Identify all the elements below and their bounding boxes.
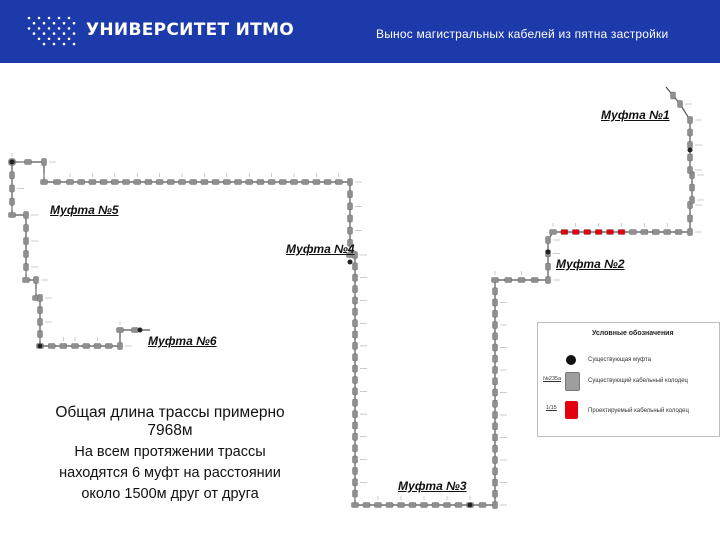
logo-dot bbox=[68, 27, 71, 30]
existing-well bbox=[493, 412, 498, 419]
existing-well bbox=[352, 503, 359, 508]
existing-well bbox=[34, 277, 39, 284]
coupling-marker bbox=[10, 160, 15, 165]
existing-well bbox=[25, 160, 32, 165]
existing-well bbox=[9, 213, 16, 218]
logo-dot bbox=[43, 32, 46, 35]
projected-well bbox=[607, 230, 614, 235]
existing-coupling-symbol bbox=[566, 355, 576, 365]
existing-well bbox=[493, 344, 498, 351]
existing-well bbox=[24, 212, 29, 219]
existing-well bbox=[353, 263, 358, 270]
existing-well bbox=[493, 322, 498, 329]
existing-well bbox=[493, 288, 498, 295]
existing-well bbox=[363, 503, 370, 508]
existing-well bbox=[24, 225, 29, 232]
logo-dot bbox=[73, 43, 76, 46]
existing-well bbox=[41, 180, 48, 185]
coupling-label-5: Муфта №5 bbox=[50, 203, 119, 217]
existing-well bbox=[375, 503, 382, 508]
logo-dot bbox=[38, 27, 41, 30]
existing-well bbox=[353, 467, 358, 474]
existing-well bbox=[353, 274, 358, 281]
existing-well bbox=[671, 92, 676, 99]
existing-well bbox=[268, 180, 275, 185]
existing-well bbox=[83, 344, 90, 349]
existing-well bbox=[10, 198, 15, 205]
existing-well bbox=[492, 278, 499, 283]
existing-well bbox=[675, 230, 682, 235]
existing-well bbox=[24, 238, 29, 245]
existing-well bbox=[493, 434, 498, 441]
existing-well bbox=[246, 180, 253, 185]
logo-dot bbox=[58, 27, 61, 30]
existing-well bbox=[688, 154, 693, 161]
existing-well bbox=[688, 117, 693, 124]
existing-well bbox=[348, 179, 353, 186]
existing-well bbox=[10, 185, 15, 192]
coupling-label-6: Муфта №6 bbox=[148, 334, 217, 348]
existing-well bbox=[386, 503, 393, 508]
existing-well bbox=[23, 278, 30, 283]
existing-well bbox=[24, 264, 29, 271]
existing-well bbox=[111, 180, 118, 185]
existing-well bbox=[10, 172, 15, 179]
existing-well bbox=[550, 230, 557, 235]
existing-well bbox=[493, 457, 498, 464]
existing-well bbox=[688, 215, 693, 222]
coupling-marker bbox=[468, 503, 473, 508]
existing-well bbox=[123, 180, 130, 185]
logo-dot bbox=[63, 22, 66, 25]
existing-well bbox=[493, 310, 498, 317]
existing-well bbox=[353, 422, 358, 429]
existing-well bbox=[353, 365, 358, 372]
existing-well bbox=[629, 230, 636, 235]
existing-well bbox=[38, 331, 43, 338]
coupling-marker bbox=[38, 344, 43, 349]
existing-well bbox=[479, 503, 486, 508]
existing-well bbox=[421, 503, 428, 508]
logo-dot bbox=[53, 43, 56, 46]
existing-well bbox=[398, 503, 405, 508]
existing-well bbox=[353, 354, 358, 361]
header-bar bbox=[0, 0, 720, 63]
coupling-label-2: Муфта №2 bbox=[556, 257, 625, 271]
existing-well bbox=[353, 433, 358, 440]
logo-dot bbox=[53, 32, 56, 35]
existing-well bbox=[348, 215, 353, 222]
coupling-label-1: Муфта №1 bbox=[601, 108, 670, 122]
logo-dot bbox=[53, 22, 56, 25]
existing-well bbox=[353, 411, 358, 418]
logo-dot bbox=[73, 22, 76, 25]
coupling-label-4: Муфта №4 bbox=[286, 242, 355, 256]
existing-well bbox=[688, 129, 693, 136]
existing-well bbox=[201, 180, 208, 185]
existing-well bbox=[455, 503, 462, 508]
existing-well bbox=[38, 307, 43, 314]
logo-dot bbox=[48, 17, 51, 20]
logo-dot bbox=[68, 17, 71, 20]
existing-well bbox=[156, 180, 163, 185]
coupling-marker bbox=[688, 148, 693, 153]
existing-well bbox=[72, 344, 79, 349]
legend-item-label: Проектируемый кабельный колодец bbox=[588, 408, 689, 414]
existing-well bbox=[690, 184, 695, 191]
projected-well bbox=[595, 230, 602, 235]
existing-well bbox=[94, 344, 101, 349]
description-text: На всем протяжении трассы находятся 6 муфт на расстоянии около 1500м друг от друга bbox=[59, 444, 281, 502]
existing-well bbox=[223, 180, 230, 185]
projected-well-symbol bbox=[565, 401, 578, 419]
total-length-text: Общая длина трассы примерно 7968м bbox=[55, 404, 285, 439]
existing-well bbox=[212, 180, 219, 185]
existing-well bbox=[493, 367, 498, 374]
existing-well bbox=[279, 180, 286, 185]
existing-well bbox=[353, 388, 358, 395]
slide-title: Вынос магистральных кабелей из пятна застройки bbox=[376, 27, 669, 41]
existing-well bbox=[353, 297, 358, 304]
existing-well bbox=[48, 344, 55, 349]
existing-well bbox=[493, 333, 498, 340]
existing-well bbox=[493, 378, 498, 385]
existing-well bbox=[24, 251, 29, 258]
existing-well bbox=[42, 159, 47, 166]
existing-well bbox=[688, 167, 693, 174]
existing-well bbox=[353, 342, 358, 349]
logo-dot bbox=[43, 22, 46, 25]
projected-well bbox=[572, 230, 579, 235]
existing-well bbox=[145, 180, 152, 185]
existing-well bbox=[432, 503, 439, 508]
existing-well bbox=[546, 263, 551, 270]
projected-well bbox=[584, 230, 591, 235]
existing-well bbox=[38, 319, 43, 326]
existing-well bbox=[493, 490, 498, 497]
coupling-marker bbox=[348, 260, 353, 265]
existing-well bbox=[688, 229, 693, 236]
existing-well bbox=[324, 180, 331, 185]
logo-dot bbox=[33, 32, 36, 35]
existing-well bbox=[313, 180, 320, 185]
existing-well bbox=[118, 343, 123, 350]
existing-well bbox=[493, 479, 498, 486]
existing-well bbox=[641, 230, 648, 235]
existing-well bbox=[100, 180, 107, 185]
existing-well bbox=[190, 180, 197, 185]
existing-well bbox=[493, 445, 498, 452]
projected-well bbox=[618, 230, 625, 235]
logo-dot bbox=[38, 38, 41, 41]
existing-well bbox=[531, 278, 538, 283]
logo-dot bbox=[33, 22, 36, 25]
existing-well bbox=[493, 468, 498, 475]
existing-well bbox=[235, 180, 242, 185]
existing-well bbox=[546, 277, 551, 284]
existing-well bbox=[257, 180, 264, 185]
existing-well bbox=[493, 400, 498, 407]
logo-text: УНИВЕРСИТЕТ ИТМО bbox=[86, 20, 295, 40]
existing-well bbox=[493, 299, 498, 306]
existing-well bbox=[54, 180, 61, 185]
existing-well bbox=[78, 180, 85, 185]
logo-dot bbox=[48, 27, 51, 30]
existing-well bbox=[38, 295, 43, 302]
logo-dot bbox=[58, 17, 61, 20]
existing-well bbox=[353, 399, 358, 406]
existing-well bbox=[546, 237, 551, 244]
coupling-marker bbox=[138, 328, 143, 333]
existing-well bbox=[179, 180, 186, 185]
route-segment bbox=[12, 162, 150, 346]
existing-well-symbol bbox=[565, 372, 580, 391]
existing-well bbox=[353, 445, 358, 452]
legend-item-label: Существующая муфта bbox=[588, 357, 651, 363]
existing-well bbox=[132, 328, 139, 333]
existing-well bbox=[105, 344, 112, 349]
existing-well bbox=[353, 377, 358, 384]
existing-well bbox=[291, 180, 298, 185]
existing-well bbox=[518, 278, 525, 283]
existing-well bbox=[493, 389, 498, 396]
legend-title: Условные обозначения bbox=[592, 330, 674, 337]
legend-box bbox=[537, 322, 720, 437]
existing-well bbox=[348, 203, 353, 210]
legend-item-code: 1/15 bbox=[546, 405, 557, 411]
existing-well bbox=[89, 180, 96, 185]
existing-well bbox=[348, 227, 353, 234]
existing-well bbox=[134, 180, 141, 185]
existing-well bbox=[348, 191, 353, 198]
logo-dot bbox=[68, 38, 71, 41]
existing-well bbox=[302, 180, 309, 185]
existing-well bbox=[353, 331, 358, 338]
coupling-marker bbox=[546, 250, 551, 255]
existing-well bbox=[493, 423, 498, 430]
existing-well bbox=[335, 180, 342, 185]
logo-dot bbox=[28, 17, 31, 20]
logo-dot bbox=[28, 27, 31, 30]
existing-well bbox=[117, 328, 124, 333]
logo-dot bbox=[43, 43, 46, 46]
legend-item-label: Существующий кабельный колодец bbox=[588, 378, 688, 384]
existing-well bbox=[409, 503, 416, 508]
existing-well bbox=[60, 344, 67, 349]
legend-item-code: №235а bbox=[543, 376, 562, 382]
existing-well bbox=[505, 278, 512, 283]
existing-well bbox=[353, 479, 358, 486]
existing-well bbox=[167, 180, 174, 185]
existing-well bbox=[353, 308, 358, 315]
existing-well bbox=[690, 197, 695, 204]
existing-well bbox=[67, 180, 74, 185]
existing-well bbox=[493, 355, 498, 362]
logo-dot bbox=[63, 43, 66, 46]
logo-dot bbox=[63, 32, 66, 35]
existing-well bbox=[353, 320, 358, 327]
existing-well bbox=[688, 142, 693, 149]
existing-well bbox=[678, 101, 683, 108]
logo-dot bbox=[48, 38, 51, 41]
coupling-label-3: Муфта №3 bbox=[398, 479, 467, 493]
logo-dot bbox=[58, 38, 61, 41]
projected-well bbox=[561, 230, 568, 235]
existing-well bbox=[652, 230, 659, 235]
existing-well bbox=[444, 503, 451, 508]
existing-well bbox=[353, 456, 358, 463]
logo-dot bbox=[38, 17, 41, 20]
existing-well bbox=[664, 230, 671, 235]
existing-well bbox=[353, 286, 358, 293]
existing-well bbox=[493, 502, 498, 509]
itmo-logo-icon bbox=[26, 14, 80, 48]
logo-dot bbox=[73, 32, 76, 35]
